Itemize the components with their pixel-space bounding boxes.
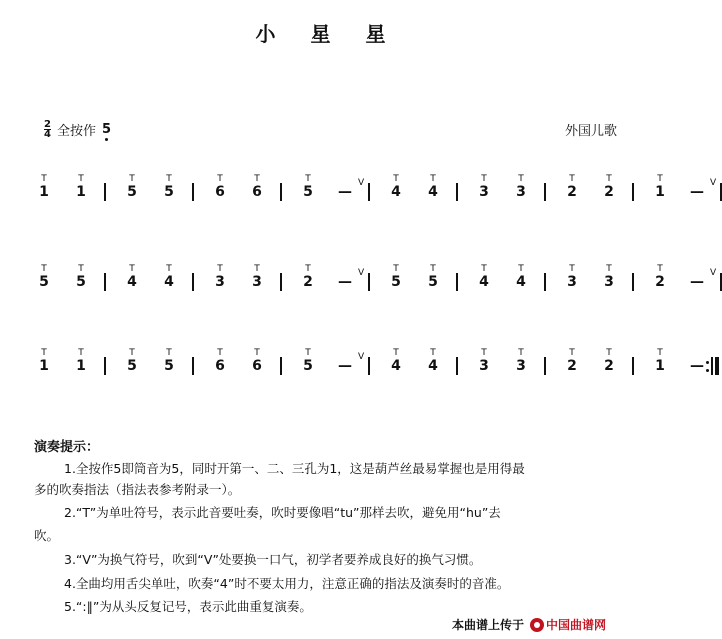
score-note	[161, 174, 177, 200]
logo-text: 中国曲谱网	[546, 618, 607, 632]
score-line-3	[0, 348, 704, 382]
tip-line-7: 5.“:‖”为从头反复记号，表示此曲重复演奏。	[64, 599, 312, 614]
score-line-1	[0, 174, 717, 208]
score-note	[425, 348, 441, 374]
tongue-mark: T	[78, 174, 84, 184]
tip-line-6: 4.全曲均用舌尖单吐，吹奏“4”时不要太用力，注意正确的指法及演奏时的音准。	[64, 576, 510, 591]
tongue-mark: T	[481, 174, 487, 184]
tongue-mark: T	[41, 264, 47, 274]
score-note	[212, 174, 228, 200]
note-digit: 1	[76, 358, 86, 374]
tip-line-3: 2.“T”为单吐符号，表示此音要吐奏，吹时要像唱“tu”那样去吹，避免用“hu”去	[64, 505, 501, 520]
note-digit: 3	[604, 274, 614, 290]
note-digit: 4	[479, 274, 489, 290]
score-note	[249, 264, 265, 290]
tongue-mark	[337, 264, 353, 274]
barline	[104, 183, 106, 201]
time-signature-top: 2	[44, 119, 51, 130]
barline	[544, 273, 546, 291]
score-note	[513, 174, 529, 200]
barline	[456, 183, 458, 201]
site-logo[interactable]	[530, 616, 606, 633]
barline	[368, 273, 370, 291]
dash-glyph: —	[338, 358, 352, 374]
note-digit: 5	[164, 184, 174, 200]
barline	[544, 357, 546, 375]
barline	[720, 273, 722, 291]
note-digit: 6	[215, 358, 225, 374]
score-note	[36, 264, 52, 290]
note-digit: 6	[252, 358, 262, 374]
key-signature	[44, 120, 111, 139]
score-note	[513, 348, 529, 374]
tongue-mark: T	[129, 174, 135, 184]
tongue-mark: T	[166, 174, 172, 184]
score-note	[36, 174, 52, 200]
score-note	[249, 348, 265, 374]
note-digit: 4	[428, 184, 438, 200]
score-note	[476, 264, 492, 290]
score-note	[564, 348, 580, 374]
note-digit: 1	[76, 184, 86, 200]
tip-line-1: 1.全按作5即筒音为5，同时开第一、二、三孔为1，这是葫芦丝最易掌握也是用得最	[64, 461, 525, 476]
note-digit: 5	[303, 358, 313, 374]
note-digit: 5	[39, 274, 49, 290]
tongue-mark: T	[254, 174, 260, 184]
note-digit: 5	[391, 274, 401, 290]
dash-glyph: —	[690, 184, 704, 200]
tongue-mark: T	[569, 348, 575, 358]
tongue-mark: T	[481, 264, 487, 274]
barline	[192, 273, 194, 291]
tongue-mark: T	[430, 264, 436, 274]
note-digit: 3	[516, 184, 526, 200]
tip-line-4: 吹。	[34, 528, 60, 543]
score-note	[388, 174, 404, 200]
logo-icon	[530, 618, 544, 632]
tongue-mark: T	[254, 264, 260, 274]
score-note	[300, 174, 316, 200]
score-note	[388, 348, 404, 374]
barline	[368, 357, 370, 375]
barline	[720, 183, 722, 201]
tongue-mark: T	[41, 174, 47, 184]
score-note	[652, 174, 668, 200]
barline	[368, 183, 370, 201]
note-digit: 1	[655, 358, 665, 374]
note-digit: 5	[303, 184, 313, 200]
footer-text: 本曲谱上传于	[452, 618, 525, 632]
note-digit: 2	[567, 184, 577, 200]
score-note	[652, 348, 668, 374]
breath-mark: V	[358, 178, 365, 188]
tongue-mark: T	[481, 348, 487, 358]
tongue-mark: T	[217, 348, 223, 358]
note-digit: 2	[604, 358, 614, 374]
note-digit: 2	[567, 358, 577, 374]
score-note	[476, 348, 492, 374]
tongue-mark: T	[305, 348, 311, 358]
composer: 外国儿歌	[565, 124, 618, 139]
tongue-mark: T	[166, 264, 172, 274]
tongue-mark: T	[78, 348, 84, 358]
note-digit: 3	[215, 274, 225, 290]
note-digit: 5	[76, 274, 86, 290]
dash-glyph: —	[690, 358, 704, 374]
score-note	[425, 264, 441, 290]
barline	[456, 357, 458, 375]
note-digit: 5	[127, 358, 137, 374]
note-digit: 4	[428, 358, 438, 374]
tongue-mark: T	[657, 174, 663, 184]
dash-glyph: —	[338, 184, 352, 200]
note-digit: 3	[567, 274, 577, 290]
sustain-dash	[689, 174, 705, 200]
note-digit: 2	[303, 274, 313, 290]
note-digit: 6	[215, 184, 225, 200]
tongue-mark: T	[430, 174, 436, 184]
tongue-mark: T	[657, 348, 663, 358]
tongue-mark: T	[129, 348, 135, 358]
score-note	[601, 264, 617, 290]
score-note	[564, 174, 580, 200]
tongue-mark	[337, 174, 353, 184]
key-note: 5	[102, 122, 112, 137]
score-note	[425, 174, 441, 200]
score-note	[73, 174, 89, 200]
tongue-mark: T	[41, 348, 47, 358]
note-digit: 4	[516, 274, 526, 290]
breath-mark: V	[710, 268, 717, 278]
breath-mark: V	[358, 268, 365, 278]
tongue-mark: T	[305, 174, 311, 184]
tongue-mark: T	[430, 348, 436, 358]
barline	[280, 183, 282, 201]
tip-line-2: 多的吹奏指法（指法表参考附录一）。	[34, 482, 241, 497]
tongue-mark: T	[166, 348, 172, 358]
note-digit: 1	[39, 358, 49, 374]
tongue-mark	[689, 348, 705, 358]
tongue-mark: T	[217, 264, 223, 274]
tip-line-5: 3.“V”为换气符号，吹到“V”处要换一口气，初学者要养成良好的换气习惯。	[64, 552, 482, 567]
note-digit: 3	[252, 274, 262, 290]
barline	[280, 273, 282, 291]
note-digit: 5	[164, 358, 174, 374]
barline	[456, 273, 458, 291]
time-signature-bottom: 4	[44, 129, 51, 140]
note-digit: 3	[479, 358, 489, 374]
note-digit: 5	[127, 184, 137, 200]
tongue-mark: T	[393, 348, 399, 358]
tongue-mark: T	[569, 264, 575, 274]
score-note	[73, 348, 89, 374]
score-note	[476, 174, 492, 200]
time-signature	[44, 120, 51, 139]
tongue-mark	[689, 264, 705, 274]
score-note	[564, 264, 580, 290]
score-line-2	[0, 264, 717, 298]
score-note	[124, 348, 140, 374]
note-digit: 2	[604, 184, 614, 200]
note-digit: 2	[655, 274, 665, 290]
tips-heading: 演奏提示：	[34, 440, 100, 455]
score-note	[652, 264, 668, 290]
tongue-mark: T	[305, 264, 311, 274]
sustain-dash	[337, 264, 353, 290]
barline	[632, 183, 634, 201]
score-note	[124, 174, 140, 200]
note-digit: 3	[516, 358, 526, 374]
tongue-mark: T	[518, 264, 524, 274]
score-note	[300, 348, 316, 374]
breath-mark: V	[358, 352, 365, 362]
barline	[192, 357, 194, 375]
tongue-mark: T	[393, 264, 399, 274]
barline	[544, 183, 546, 201]
barline	[280, 357, 282, 375]
score-note	[513, 264, 529, 290]
barline	[632, 357, 634, 375]
barline	[104, 273, 106, 291]
tongue-mark: T	[606, 348, 612, 358]
repeat-end-barline	[706, 357, 719, 375]
footer	[452, 616, 606, 633]
sustain-dash	[689, 264, 705, 290]
score-note	[161, 264, 177, 290]
note-digit: 4	[164, 274, 174, 290]
score-note	[601, 348, 617, 374]
score-note	[212, 264, 228, 290]
tongue-mark: T	[606, 264, 612, 274]
note-digit: 5	[428, 274, 438, 290]
note-digit: 3	[479, 184, 489, 200]
score-note	[212, 348, 228, 374]
note-digit: 4	[391, 184, 401, 200]
score-note	[388, 264, 404, 290]
breath-mark: V	[710, 178, 717, 188]
score-note	[161, 348, 177, 374]
barline	[104, 357, 106, 375]
score-note	[124, 264, 140, 290]
score-note	[73, 264, 89, 290]
tongue-mark: T	[518, 174, 524, 184]
tongue-mark: T	[393, 174, 399, 184]
score-note	[300, 264, 316, 290]
tongue-mark: T	[569, 174, 575, 184]
tongue-mark: T	[217, 174, 223, 184]
note-digit: 1	[39, 184, 49, 200]
tongue-mark: T	[606, 174, 612, 184]
score-note	[249, 174, 265, 200]
page-title: 小 星 星	[255, 22, 400, 46]
tongue-mark	[337, 348, 353, 358]
dash-glyph: —	[690, 274, 704, 290]
tongue-mark: T	[254, 348, 260, 358]
note-digit: 4	[127, 274, 137, 290]
barline	[192, 183, 194, 201]
tongue-mark: T	[78, 264, 84, 274]
sustain-dash	[689, 348, 705, 374]
sustain-dash	[337, 348, 353, 374]
dash-glyph: —	[338, 274, 352, 290]
key-label: 全按作	[57, 124, 97, 139]
note-digit: 4	[391, 358, 401, 374]
tongue-mark	[689, 174, 705, 184]
tongue-mark: T	[518, 348, 524, 358]
score-note	[36, 348, 52, 374]
sustain-dash	[337, 174, 353, 200]
score-note	[601, 174, 617, 200]
barline	[632, 273, 634, 291]
note-digit: 1	[655, 184, 665, 200]
tongue-mark: T	[657, 264, 663, 274]
note-digit: 6	[252, 184, 262, 200]
tongue-mark: T	[129, 264, 135, 274]
